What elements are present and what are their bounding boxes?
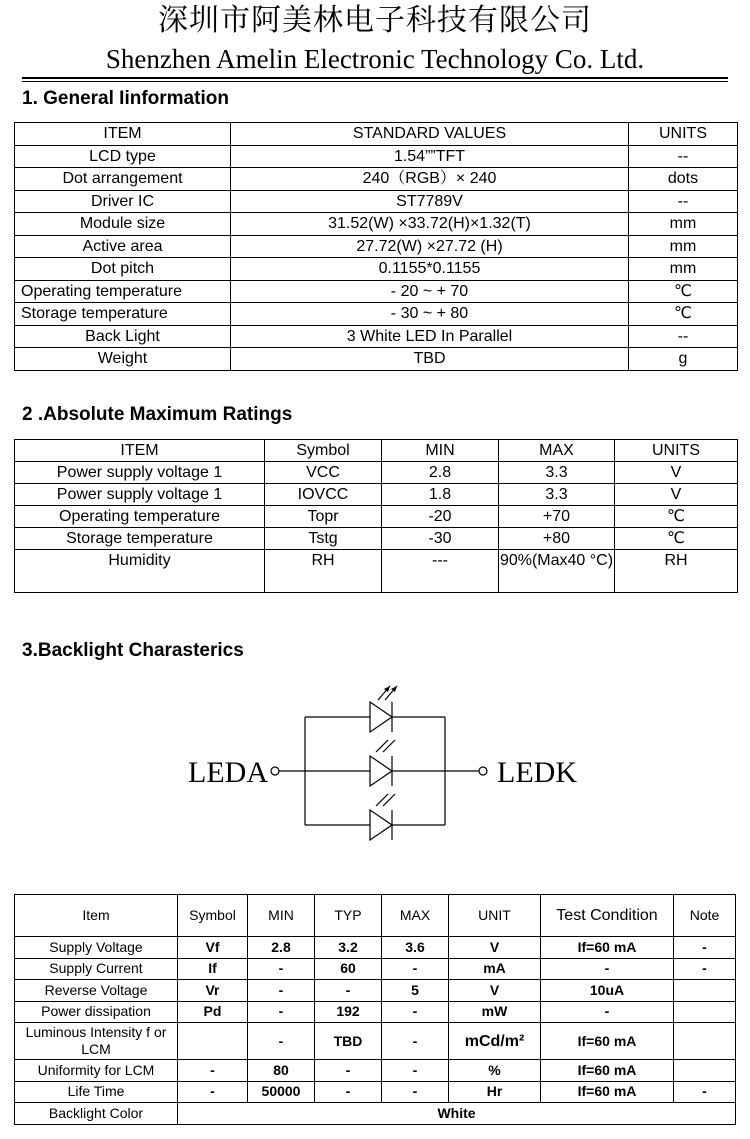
max-ratings-table xyxy=(14,439,738,593)
table-row xyxy=(15,1081,736,1103)
column-header: MAX xyxy=(499,440,615,462)
company-name-english: Shenzhen Amelin Electronic Technology Co. Ltd. xyxy=(105,44,645,74)
table-cell: Storage temperature xyxy=(15,303,231,326)
table-row xyxy=(15,1060,736,1082)
table-cell: - xyxy=(315,1060,382,1082)
table-cell: - xyxy=(382,1023,449,1060)
column-header: ITEM xyxy=(15,123,231,146)
table-cell: mm xyxy=(629,258,738,281)
table-row xyxy=(15,235,738,258)
table-cell: Luminous Intensity f or LCM xyxy=(15,1023,178,1060)
table-cell: +70 xyxy=(499,506,615,528)
table-cell: 3.2 xyxy=(315,937,382,959)
table-row xyxy=(15,213,738,236)
ledk-label: LEDK xyxy=(497,756,577,789)
table-cell: - xyxy=(674,958,736,980)
column-header: UNITS xyxy=(615,440,738,462)
table-cell: If xyxy=(178,958,248,980)
table-cell: --- xyxy=(382,550,499,593)
table-cell: Vr xyxy=(178,980,248,1002)
table-cell: Life Time xyxy=(15,1081,178,1103)
table-row xyxy=(15,258,738,281)
table-cell xyxy=(674,1001,736,1023)
table-cell: VCC xyxy=(265,462,382,484)
table-cell: Supply Current xyxy=(15,958,178,980)
column-header: UNITS xyxy=(629,123,738,146)
table-row xyxy=(15,1023,736,1060)
table-header-row xyxy=(15,895,736,937)
section-title-backlight: 3.Backlight Charasterics xyxy=(22,640,244,661)
table-cell: - xyxy=(248,980,315,1002)
table-cell: - xyxy=(315,1081,382,1103)
table-cell: Storage temperature xyxy=(15,528,265,550)
table-header-row xyxy=(15,440,738,462)
table-row xyxy=(15,325,738,348)
header-rule xyxy=(22,77,728,79)
table-cell: - xyxy=(315,980,382,1002)
table-cell: - xyxy=(248,1001,315,1023)
table-cell: ST7789V xyxy=(231,190,629,213)
table-cell: If=60 mA xyxy=(541,1023,674,1060)
table-cell: Uniformity for LCM xyxy=(15,1060,178,1082)
table-row xyxy=(15,462,738,484)
table-cell: Power dissipation xyxy=(15,1001,178,1023)
table-cell: 5 xyxy=(382,980,449,1002)
table-cell: TBD xyxy=(231,348,629,371)
table-cell: mCd/m² xyxy=(449,1023,541,1060)
table-cell: Operating temperature xyxy=(15,280,231,303)
table-cell: 60 xyxy=(315,958,382,980)
table-cell: mm xyxy=(629,235,738,258)
column-header: MAX xyxy=(382,895,449,937)
table-cell: ℃ xyxy=(615,528,738,550)
table-cell: mA xyxy=(449,958,541,980)
table-cell: - xyxy=(382,958,449,980)
table-cell: 50000 xyxy=(248,1081,315,1103)
table-cell: Hr xyxy=(449,1081,541,1103)
table-cell: - xyxy=(382,1001,449,1023)
table-cell: - xyxy=(674,937,736,959)
table-cell: 3 White LED In Parallel xyxy=(231,325,629,348)
table-row xyxy=(15,980,736,1002)
table-cell: Driver IC xyxy=(15,190,231,213)
table-row xyxy=(15,484,738,506)
table-cell: Power supply voltage 1 xyxy=(15,484,265,506)
table-cell: If=60 mA xyxy=(541,1081,674,1103)
table-cell: LCD type xyxy=(15,145,231,168)
table-cell: 90%(Max40 °C) xyxy=(499,550,615,593)
table-cell: 3.3 xyxy=(499,462,615,484)
column-header: MIN xyxy=(248,895,315,937)
table-row xyxy=(15,168,738,191)
table-cell: 3.3 xyxy=(499,484,615,506)
table-cell: -- xyxy=(629,145,738,168)
table-cell: -30 xyxy=(382,528,499,550)
table-cell xyxy=(674,1060,736,1082)
table-cell: White xyxy=(178,1103,736,1125)
table-cell: ℃ xyxy=(629,303,738,326)
table-cell: - xyxy=(178,1060,248,1082)
table-cell: V xyxy=(615,484,738,506)
table-cell: ℃ xyxy=(615,506,738,528)
table-cell: g xyxy=(629,348,738,371)
table-cell: RH xyxy=(265,550,382,593)
table-cell: Weight xyxy=(15,348,231,371)
table-cell: Reverse Voltage xyxy=(15,980,178,1002)
table-row xyxy=(15,280,738,303)
table-cell: -- xyxy=(629,325,738,348)
led-1-icon xyxy=(305,686,445,732)
table-cell: 2.8 xyxy=(382,462,499,484)
general-info-table xyxy=(14,122,738,371)
table-cell: - xyxy=(248,1023,315,1060)
table-cell: 31.52(W) ×33.72(H)×1.32(T) xyxy=(231,213,629,236)
column-header: MIN xyxy=(382,440,499,462)
column-header: STANDARD VALUES xyxy=(231,123,629,146)
table-cell: 192 xyxy=(315,1001,382,1023)
table-cell: - xyxy=(178,1081,248,1103)
table-cell: Module size xyxy=(15,213,231,236)
header-rule-thin xyxy=(22,81,728,82)
column-header: Note xyxy=(674,895,736,937)
table-row xyxy=(15,506,738,528)
column-header: ITEM xyxy=(15,440,265,462)
table-cell: 27.72(W) ×27.72 (H) xyxy=(231,235,629,258)
table-cell: 1.8 xyxy=(382,484,499,506)
column-header: TYP xyxy=(315,895,382,937)
table-cell: Operating temperature xyxy=(15,506,265,528)
column-header: Test Condition xyxy=(541,895,674,937)
table-row xyxy=(15,1001,736,1023)
table-cell: - xyxy=(674,1081,736,1103)
leda-terminal xyxy=(271,767,279,775)
table-cell: Backlight Color xyxy=(15,1103,178,1125)
company-name-chinese: 深圳市阿美林电子科技有限公司 xyxy=(158,3,592,38)
table-row xyxy=(15,348,738,371)
section-title-general: 1. General Iinformation xyxy=(22,88,229,109)
table-cell: Active area xyxy=(15,235,231,258)
leda-label: LEDA xyxy=(188,756,268,789)
table-row xyxy=(15,937,736,959)
table-cell: - 20 ~ + 70 xyxy=(231,280,629,303)
led-2-icon xyxy=(305,740,445,786)
table-cell xyxy=(674,1023,736,1060)
table-row xyxy=(15,1103,736,1125)
ledk-terminal xyxy=(479,767,487,775)
table-cell: - xyxy=(248,958,315,980)
backlight-circuit-diagram xyxy=(180,670,580,850)
table-cell: V xyxy=(449,937,541,959)
backlight-table xyxy=(14,894,736,1125)
table-cell: -- xyxy=(629,190,738,213)
table-cell: 240（RGB）× 240 xyxy=(231,168,629,191)
table-cell: - 30 ~ + 80 xyxy=(231,303,629,326)
table-cell xyxy=(674,980,736,1002)
table-cell: - xyxy=(382,1060,449,1082)
table-cell: +80 xyxy=(499,528,615,550)
table-cell: - xyxy=(541,1001,674,1023)
table-row xyxy=(15,145,738,168)
table-cell: Back Light xyxy=(15,325,231,348)
column-header: Symbol xyxy=(178,895,248,937)
table-cell: 1.54””TFT xyxy=(231,145,629,168)
table-row xyxy=(15,528,738,550)
table-cell: - xyxy=(541,958,674,980)
table-row xyxy=(15,550,738,593)
table-cell: dots xyxy=(629,168,738,191)
table-cell: Dot pitch xyxy=(15,258,231,281)
table-cell: 10uA xyxy=(541,980,674,1002)
table-cell: IOVCC xyxy=(265,484,382,506)
table-cell: - xyxy=(382,1081,449,1103)
table-cell: Power supply voltage 1 xyxy=(15,462,265,484)
table-cell: If=60 mA xyxy=(541,1060,674,1082)
table-cell: Tstg xyxy=(265,528,382,550)
table-cell: Dot arrangement xyxy=(15,168,231,191)
table-cell: 3.6 xyxy=(382,937,449,959)
table-header-row xyxy=(15,123,738,146)
column-header: Item xyxy=(15,895,178,937)
table-cell: Pd xyxy=(178,1001,248,1023)
table-row xyxy=(15,190,738,213)
table-cell: Supply Voltage xyxy=(15,937,178,959)
table-cell: mm xyxy=(629,213,738,236)
table-cell: mW xyxy=(449,1001,541,1023)
table-cell: ℃ xyxy=(629,280,738,303)
table-cell: 0.1155*0.1155 xyxy=(231,258,629,281)
table-cell: % xyxy=(449,1060,541,1082)
column-header: UNIT xyxy=(449,895,541,937)
table-cell: RH xyxy=(615,550,738,593)
table-cell xyxy=(178,1023,248,1060)
table-cell: Vf xyxy=(178,937,248,959)
led-3-icon xyxy=(305,794,445,840)
table-row xyxy=(15,958,736,980)
table-cell: 2.8 xyxy=(248,937,315,959)
table-cell: Topr xyxy=(265,506,382,528)
section-title-ratings: 2 .Absolute Maximum Ratings xyxy=(22,404,293,425)
table-cell: 80 xyxy=(248,1060,315,1082)
table-row xyxy=(15,303,738,326)
table-cell: V xyxy=(449,980,541,1002)
table-cell: V xyxy=(615,462,738,484)
table-cell: -20 xyxy=(382,506,499,528)
table-cell: TBD xyxy=(315,1023,382,1060)
table-cell: If=60 mA xyxy=(541,937,674,959)
table-cell: Humidity xyxy=(15,550,265,593)
column-header: Symbol xyxy=(265,440,382,462)
